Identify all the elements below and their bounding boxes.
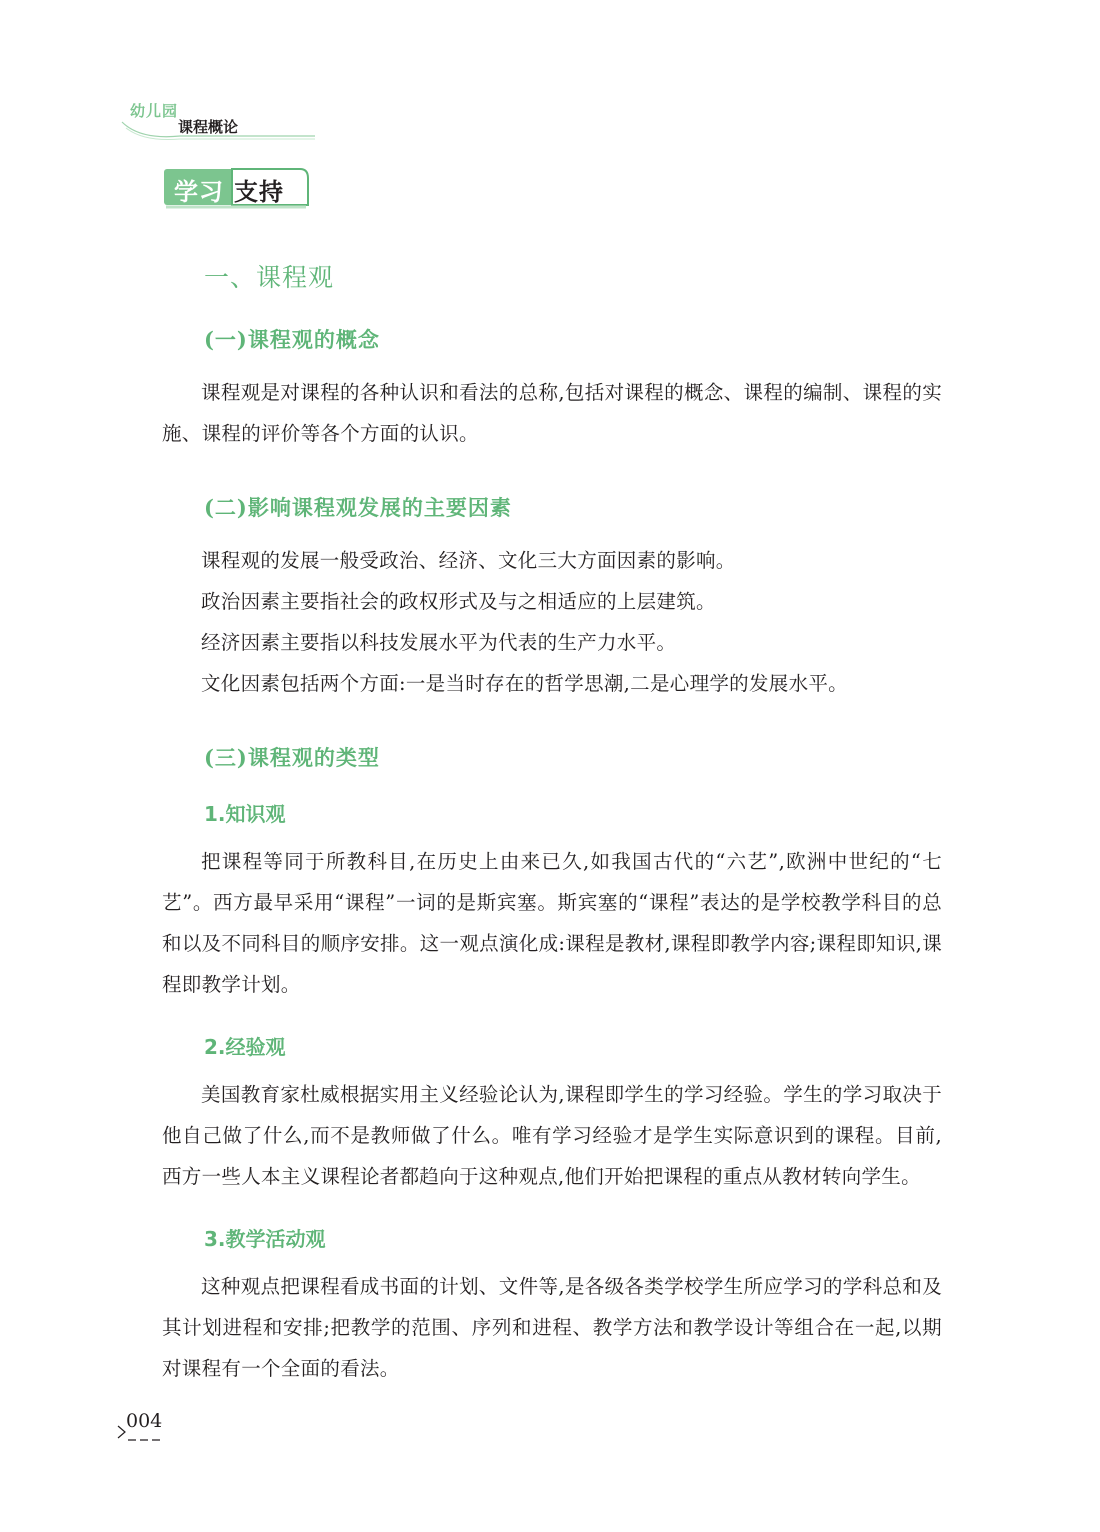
- subsection-title: (三)课程观的类型: [204, 745, 380, 770]
- paragraph: 把课程等同于所教科目,在历史上由来已久,如我国古代的“六艺”,欧洲中世纪的“七艺”。西方最早采用“课程”一词的是斯宾塞。斯宾塞的“课程”表达的是学校教学科目的总和以及不同科目的顺序安排。这一观点演化成:课程是教材,课程即教学内容;课程即知识,课程即教学计划。: [162, 850, 942, 996]
- paragraph: 经济因素主要指以科技发展水平为代表的生产力水平。: [201, 631, 677, 654]
- book-title: 课程概论: [178, 118, 239, 136]
- subsection-title: (二)影响课程观发展的主要因素: [204, 495, 512, 520]
- section-title: 一、课程观: [204, 263, 335, 292]
- paragraph: 政治因素主要指社会的政权形式及与之相适应的上层建筑。: [201, 590, 716, 613]
- section-banner: [162, 166, 312, 210]
- running-header: [120, 100, 320, 142]
- banner-label-1: 学习: [174, 177, 224, 206]
- main-content: [162, 250, 942, 1389]
- paragraph: 文化因素包括两个方面:一是当时存在的哲学思潮,二是心理学的发展水平。: [201, 672, 848, 695]
- page-number: 004: [126, 1410, 163, 1432]
- banner-label-2: 支持: [234, 177, 284, 206]
- item-title: 3.教学活动观: [204, 1227, 326, 1251]
- book-title-small: 幼儿园: [130, 102, 179, 120]
- item-title: 1.知识观: [204, 802, 286, 826]
- paragraph: 美国教育家杜威根据实用主义经验论认为,课程即学生的学习经验。学生的学习取决于他自己做了什么,而不是教师做了什么。唯有学习经验才是学生实际意识到的课程。目前,西方一些人本主义课程论者都趋向于这种观点,他们开始把课程的重点从教材转向学生。: [162, 1083, 942, 1188]
- paragraph: 课程观是对课程的各种认识和看法的总称,包括对课程的概念、课程的编制、课程的实施、课程的评价等各个方面的认识。: [162, 381, 942, 445]
- item-title: 2.经验观: [204, 1035, 286, 1059]
- paragraph: 这种观点把课程看成书面的计划、文件等,是各级各类学校学生所应学习的学科总和及其计划进程和安排;把教学的范围、序列和进程、教学方法和教学设计等组合在一起,以期对课程有一个全面的看法。: [162, 1275, 942, 1380]
- paragraph: 课程观的发展一般受政治、经济、文化三大方面因素的影响。: [201, 549, 736, 572]
- subsection-title: (一)课程观的概念: [204, 327, 380, 352]
